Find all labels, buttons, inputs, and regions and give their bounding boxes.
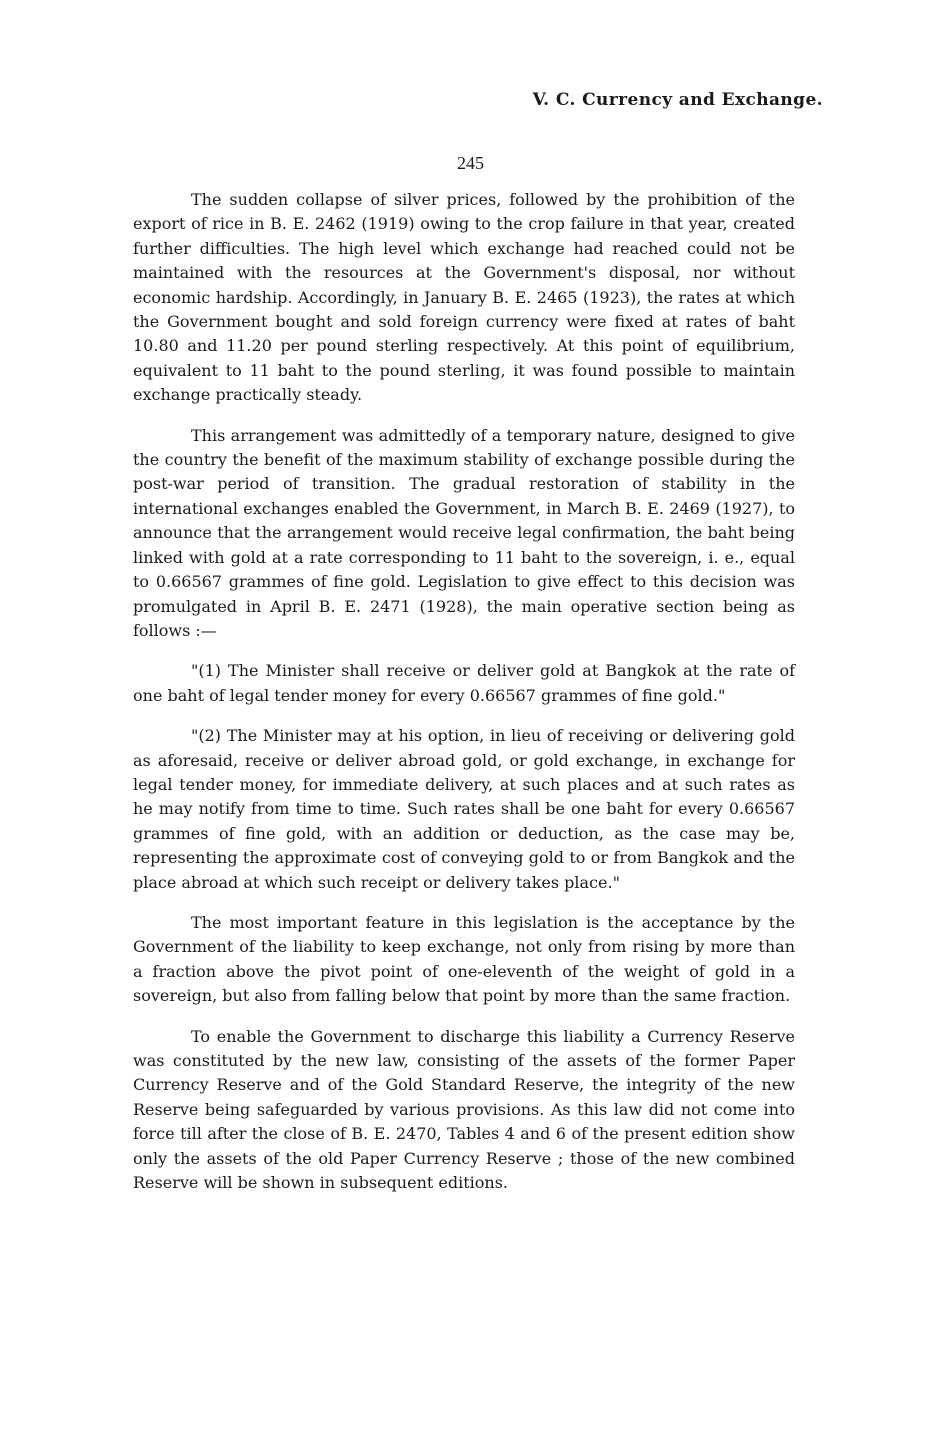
- paragraph-temporary-arrangement: This arrangement was admittedly of a temporary nature, designed to give the country the benefit of the maximum stability of exchange possible during the post-war period of transition. The gradual restoration of stability in the international exchanges enabled the Government, in March B. E. 2469 (1927), to announce that the arrangement would receive legal confirmation, the baht being linked with gold at a rate corresponding to 11 baht to the sovereign, i. e., equal to 0.66567 grammes of fine gold. Legislation to give effect to this decision was promulgated in April B. E. 2471 (1928), the main operative section being as follows :—: [133, 425, 795, 640]
- page-number: 245: [457, 153, 484, 173]
- paragraph-important-feature: The most important feature in this legislation is the acceptance by the Government of the liability to keep exchange, not only from rising by more than a fraction above the pivot point of one-eleventh of the weight of gold in a sovereign, but also from falling below that point by more than the same fraction.: [133, 912, 795, 1006]
- quoted-section-2: "(2) The Minister may at his option, in lieu of receiving or delivering gold as aforesaid, receive or deliver abroad gold, or gold exchange, in exchange for legal tender money, for immediate delivery, at such places and at such rates as he may notify from time to time. Such rates shall be one baht for every 0.66567 grammes of fine gold, with an addition or deduction, as the case may be, representing the approximate cost of conveying gold to or from Bangkok and the place abroad at which such receipt or delivery takes place.": [133, 726, 795, 892]
- paragraph-currency-reserve: To enable the Government to discharge this liability a Currency Reserve was constituted by the new law, consisting of the assets of the former Paper Currency Reserve and of the Gold Standard Reserve, the integrity of the new Reserve being safeguarded by various provisions. As this law did not come into force till after the close of B. E. 2470, Tables 4 and 6 of the present edition show only the assets of the old Paper Currency Reserve ; those of the new combined Reserve will be shown in subsequent editions.: [133, 1026, 795, 1193]
- paragraph-silver-collapse: The sudden collapse of silver prices, followed by the prohibition of the export of rice in B. E. 2462 (1919) owing to the crop failure in that year, created further difficulties. The high level which exchange had reached could not be maintained with the resources at the Government's disposal, nor without economic hardship. Accordingly, in January B. E. 2465 (1923), the rates at which the Government bought and sold foreign currency were fixed at rates of baht 10.80 and 11.20 per pound sterling respectively. At this point of equilibrium, equivalent to 11 baht to the pound sterling, it was found possible to maintain exchange practically steady.: [133, 190, 795, 405]
- body-text: [133, 188, 795, 1211]
- quoted-section-1: "(1) The Minister shall receive or deliver gold at Bangkok at the rate of one baht of legal tender money for every 0.66567 grammes of fine gold.": [133, 661, 795, 705]
- running-head: V. C. Currency and Exchange.: [532, 90, 823, 110]
